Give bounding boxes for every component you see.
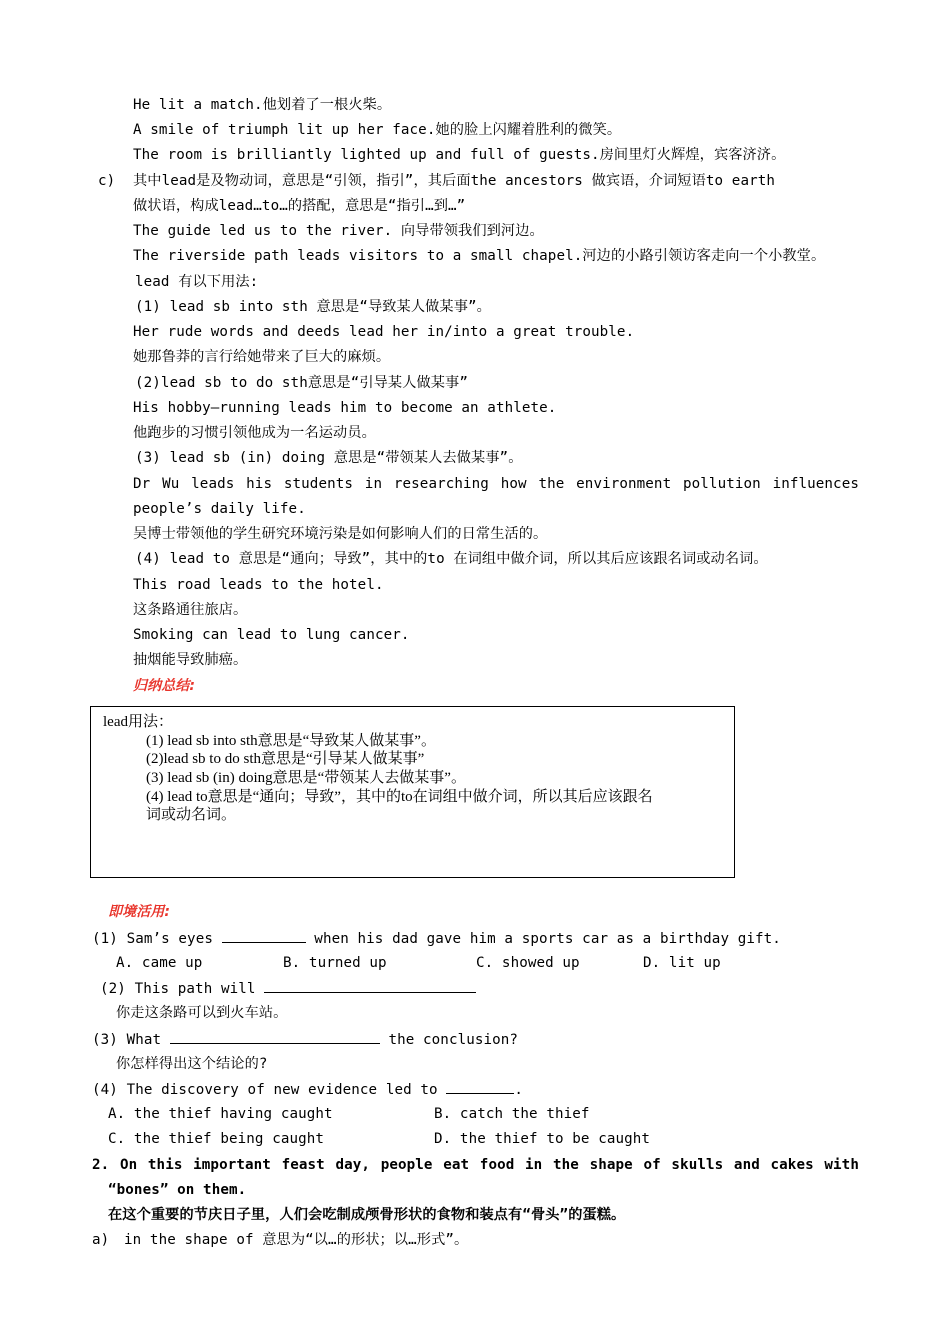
summary-title: lead用法：: [103, 714, 173, 730]
example-guide: The guide led us to the river. 向导带领我们到河边。: [133, 223, 544, 239]
q4-option-d[interactable]: D. the thief to be caught: [434, 1131, 651, 1147]
item-a-text: in the shape of 意思为“以…的形状；以…形式”。: [124, 1232, 469, 1248]
example-lit-up-face: A smile of triumph lit up her face.她的脸上闪耀着胜利的微笑。: [133, 122, 622, 138]
word: this: [147, 1157, 183, 1173]
answer-blank-3[interactable]: [170, 1029, 380, 1044]
usage-3-title: (3) lead sb (in) doing 意思是“带领某人去做某事”。: [135, 450, 523, 466]
item-c-text: 其中lead是及物动词，意思是“引领，指引”，其后面the ancestors 做宾语，介词短语to earth: [133, 173, 776, 189]
word: shape: [589, 1157, 633, 1173]
q1-option-b[interactable]: B. turned up: [283, 955, 387, 971]
item-c-text-cont: 做状语，构成lead…to…的搭配，意思是“指引…到…”: [133, 198, 466, 214]
example-lit-match: He lit a match.他划着了一根火柴。: [133, 97, 392, 113]
summary-item-4: (4) lead to意思是“通向；导致”，其中的to在词组中做介词，所以其后应该跟名: [146, 789, 653, 805]
question-2: [100, 978, 476, 999]
word: environment: [576, 476, 672, 492]
question-3: [92, 1029, 518, 1050]
word: in: [525, 1157, 543, 1173]
q1-option-c[interactable]: C. showed up: [476, 955, 580, 971]
section-2-sentence-cont: “bones” on them.: [108, 1182, 247, 1198]
q4-option-c[interactable]: C. the thief being caught: [108, 1131, 325, 1147]
word: food: [479, 1157, 515, 1173]
summary-item-1: (1) lead sb into sth意思是“导致某人做某事”。: [146, 733, 436, 749]
usage-3-example: [133, 474, 859, 494]
word: the: [538, 476, 565, 492]
word: feast: [281, 1157, 325, 1173]
usage-2-translation: 他跑步的习惯引领他成为一名运动员。: [133, 425, 376, 441]
question-1: [92, 928, 781, 949]
usage-4-example-2: Smoking can lead to lung cancer.: [133, 627, 410, 643]
example-lighted-up-room: The room is brilliantly lighted up and full of guests.房间里灯火辉煌，宾客济济。: [133, 147, 786, 163]
question-1-prefix: (1) Sam’s eyes: [92, 931, 213, 947]
word: his: [246, 476, 273, 492]
practice-heading: 即境活用:: [108, 904, 171, 920]
word: 2.: [92, 1157, 110, 1173]
word: people: [380, 1157, 433, 1173]
section-2-sentence: [92, 1155, 859, 1175]
question-4-prefix: (4) The discovery of new evidence led to: [92, 1082, 438, 1098]
summary-item-4-cont: 词或动名词。: [146, 807, 237, 823]
word: On: [119, 1157, 138, 1173]
question-2-translation: 你走这条路可以到火车站。: [116, 1005, 288, 1021]
q4-option-b[interactable]: B. catch the thief: [434, 1106, 590, 1122]
word: leads: [191, 476, 235, 492]
word: important: [193, 1157, 271, 1173]
answer-blank-2[interactable]: [264, 978, 476, 993]
word: how: [500, 476, 527, 492]
word: Dr: [133, 476, 151, 492]
word: skulls: [671, 1157, 724, 1173]
word: students: [283, 476, 354, 492]
summary-box: [90, 706, 735, 878]
word: with: [824, 1157, 859, 1173]
q1-option-d[interactable]: D. lit up: [643, 955, 721, 971]
word: eat: [443, 1157, 470, 1173]
lead-usage-intro: lead 有以下用法:: [135, 274, 259, 290]
word: the: [552, 1157, 579, 1173]
section-2-translation: 在这个重要的节庆日子里，人们会吃制成颅骨形状的食物和装点有“骨头”的蛋糕。: [108, 1207, 626, 1223]
q1-option-a[interactable]: A. came up: [116, 955, 203, 971]
usage-1-translation: 她那鲁莽的言行给她带来了巨大的麻烦。: [133, 349, 391, 365]
word: influences: [772, 476, 859, 492]
summary-heading: 归纳总结:: [133, 678, 196, 694]
usage-3-example-cont: people’s daily life.: [133, 501, 306, 517]
example-riverside: The riverside path leads visitors to a small chapel.河边的小路引领访客走向一个小教堂。: [133, 248, 826, 264]
word: day,: [335, 1157, 371, 1173]
usage-4-translation-1: 这条路通往旅店。: [133, 602, 248, 618]
usage-4-example-1: This road leads to the hotel.: [133, 577, 384, 593]
word: of: [643, 1157, 661, 1173]
question-4-suffix: .: [514, 1082, 523, 1098]
usage-4-translation-2: 抽烟能导致肺癌。: [133, 652, 248, 668]
question-3-suffix: the conclusion?: [388, 1032, 519, 1048]
word: researching: [393, 476, 489, 492]
question-2-prefix: (2) This path will: [100, 981, 256, 997]
question-3-prefix: (3) What: [92, 1032, 162, 1048]
answer-blank-1[interactable]: [222, 928, 306, 943]
summary-item-2: (2)lead sb to do sth意思是“引导某人做某事”: [146, 751, 425, 767]
q4-option-a[interactable]: A. the thief having caught: [108, 1106, 333, 1122]
item-a-label: a): [92, 1232, 110, 1248]
usage-3-translation: 吴博士带领他的学生研究环境污染是如何影响人们的日常生活的。: [133, 526, 548, 542]
word: Wu: [162, 476, 180, 492]
word: pollution: [683, 476, 761, 492]
usage-2-example: His hobby—running leads him to become an athlete.: [133, 400, 557, 416]
usage-1-title: (1) lead sb into sth 意思是“导致某人做某事”。: [135, 299, 491, 315]
question-3-translation: 你怎样得出这个结论的?: [116, 1056, 268, 1072]
usage-1-example: Her rude words and deeds lead her in/into a great trouble.: [133, 324, 635, 340]
question-4: [92, 1079, 523, 1100]
word: in: [364, 476, 383, 492]
usage-4-title: (4) lead to 意思是“通向；导致”，其中的to 在词组中做介词，所以其后应该跟名词或动名词。: [135, 551, 768, 567]
answer-blank-4[interactable]: [446, 1079, 514, 1094]
usage-2-title: (2)lead sb to do sth意思是“引导某人做某事”: [135, 375, 468, 391]
word: and: [733, 1157, 760, 1173]
question-1-suffix: when his dad gave him a sports car as a birthday gift.: [314, 931, 781, 947]
word: cakes: [770, 1157, 814, 1173]
item-c-label: c): [98, 173, 116, 189]
summary-item-3: (3) lead sb (in) doing意思是“带领某人去做某事”。: [146, 770, 466, 786]
